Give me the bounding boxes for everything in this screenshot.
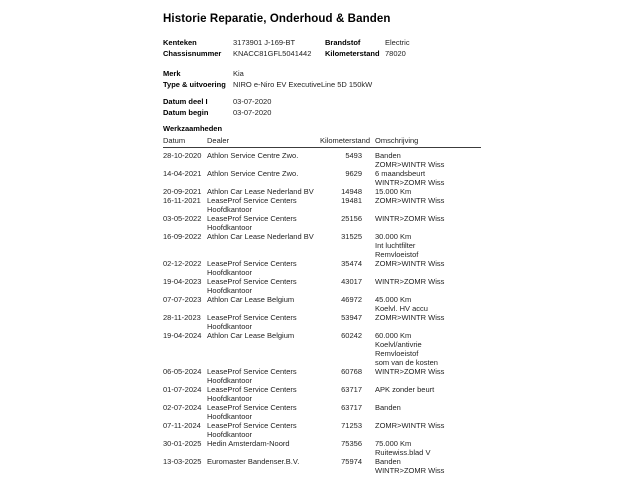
row-kilometerstand — [320, 232, 375, 259]
row-omschrijving-line: Koelvl. HV accu — [375, 304, 428, 313]
row-omschrijving — [375, 151, 481, 169]
table-header — [163, 136, 481, 148]
row-omschrijving-line: WINTR>ZOMR Wiss — [375, 367, 445, 376]
info-row-chassis-kilometerstand — [163, 49, 481, 60]
row-datum-line: 02-07-2024 — [163, 403, 202, 412]
row-dealer — [207, 232, 320, 259]
table-row — [163, 403, 481, 421]
row-datum — [163, 187, 207, 196]
type-uitvoering-value: NIRO e-Niro EV ExecutiveLine 5D 150kW — [233, 79, 373, 89]
row-dealer — [207, 457, 320, 475]
kilometerstand-label: Kilometerstand — [325, 48, 380, 58]
row-omschrijving-line: Banden — [375, 403, 401, 412]
row-dealer — [207, 259, 320, 277]
row-dealer-line: LeaseProf Service Centers — [207, 277, 297, 286]
row-omschrijving-line: 75.000 Km — [375, 439, 412, 448]
row-dealer-line: Hoofdkantoor — [207, 286, 253, 295]
page-title: Historie Reparatie, Onderhoud & Banden — [163, 13, 391, 25]
row-datum-line: 20-09-2021 — [163, 187, 202, 196]
row-dealer-line: LeaseProf Service Centers — [207, 403, 297, 412]
row-dealer-line: Hedin Amsterdam-Noord — [207, 439, 290, 448]
row-omschrijving — [375, 196, 481, 214]
brandstof-value: Electric — [385, 38, 410, 47]
row-omschrijving — [375, 385, 481, 403]
row-omschrijving-line: WINTR>ZOMR Wiss — [375, 214, 445, 223]
table-row — [163, 196, 481, 214]
row-dealer-line: LeaseProf Service Centers — [207, 214, 297, 223]
row-omschrijving-line: WINTR>ZOMR Wiss — [375, 178, 445, 187]
row-kilometerstand-line: 43017 — [341, 277, 362, 286]
table-row — [163, 439, 481, 457]
row-kilometerstand — [320, 277, 375, 295]
table-row — [163, 457, 481, 475]
row-datum — [163, 367, 207, 385]
column-header-kilometerstand: Kilometerstand — [320, 136, 371, 145]
row-datum — [163, 403, 207, 421]
row-kilometerstand-line: 35474 — [341, 259, 362, 268]
row-datum-line: 19-04-2024 — [163, 331, 202, 340]
row-dealer-line: Athlon Car Lease Nederland BV — [207, 232, 314, 241]
row-datum — [163, 169, 207, 187]
row-datum-line: 07-07-2023 — [163, 295, 202, 304]
row-omschrijving-line: WINTR>ZOMR Wiss — [375, 466, 445, 475]
row-dealer-line: Athlon Service Centre Zwo. — [207, 169, 299, 178]
row-dealer — [207, 295, 320, 313]
table-row — [163, 385, 481, 403]
row-omschrijving-line: APK zonder beurt — [375, 385, 435, 394]
row-datum-line: 28-10-2020 — [163, 151, 202, 160]
row-dealer-line: Hoofdkantoor — [207, 412, 253, 421]
row-omschrijving — [375, 259, 481, 277]
row-dealer-line: Hoofdkantoor — [207, 205, 253, 214]
table-row — [163, 169, 481, 187]
row-dealer-line: Athlon Car Lease Belgium — [207, 331, 295, 340]
row-datum — [163, 214, 207, 232]
row-dealer — [207, 439, 320, 457]
row-omschrijving-line: ZOMR>WINTR Wiss — [375, 160, 445, 169]
row-datum — [163, 385, 207, 403]
row-omschrijving-line: 45.000 Km — [375, 295, 412, 304]
row-dealer-line: Hoofdkantoor — [207, 268, 253, 277]
row-kilometerstand-line: 63717 — [341, 403, 362, 412]
row-dealer-line: LeaseProf Service Centers — [207, 367, 297, 376]
row-dealer — [207, 403, 320, 421]
row-omschrijving-line: 60.000 Km — [375, 331, 412, 340]
row-omschrijving-line: Ruitewiss.blad V — [375, 448, 431, 457]
row-kilometerstand — [320, 403, 375, 421]
row-datum-line: 07-11-2024 — [163, 421, 201, 430]
row-omschrijving — [375, 457, 481, 475]
row-kilometerstand — [320, 439, 375, 457]
row-omschrijving — [375, 439, 481, 457]
row-omschrijving — [375, 367, 481, 385]
row-omschrijving — [375, 421, 481, 439]
info-row-type-uitvoering — [163, 80, 481, 91]
row-omschrijving — [375, 403, 481, 421]
table-row — [163, 232, 481, 259]
row-datum-line: 14-04-2021 — [163, 169, 202, 178]
row-omschrijving-line: ZOMR>WINTR Wiss — [375, 313, 445, 322]
row-dealer-line: LeaseProf Service Centers — [207, 196, 297, 205]
table-row — [163, 421, 481, 439]
row-omschrijving — [375, 169, 481, 187]
row-kilometerstand — [320, 196, 375, 214]
kenteken-value: 3173901 J-169-BT — [233, 38, 296, 47]
info-row-datum-deel-1 — [163, 97, 481, 108]
row-omschrijving-line: Int luchtfilter — [375, 241, 416, 250]
row-kilometerstand — [320, 385, 375, 403]
table-row — [163, 331, 481, 367]
row-dealer-line: Athlon Car Lease Belgium — [207, 295, 295, 304]
vehicle-info — [163, 38, 481, 118]
row-datum — [163, 331, 207, 367]
row-omschrijving-line: Koelvl/antivrie — [375, 340, 422, 349]
merk-label: Merk — [163, 69, 181, 78]
table-row — [163, 214, 481, 232]
row-kilometerstand-line: 60242 — [341, 331, 362, 340]
row-dealer-line: Euromaster Bandenser.B.V. — [207, 457, 300, 466]
column-header-datum: Datum — [163, 136, 186, 145]
row-dealer — [207, 214, 320, 232]
row-dealer-line: Athlon Car Lease Nederland BV — [207, 187, 314, 196]
row-dealer — [207, 313, 320, 331]
table-body — [163, 148, 481, 475]
row-dealer-line: Hoofdkantoor — [207, 322, 253, 331]
row-omschrijving-line: 6 maandsbeurt — [375, 169, 426, 178]
row-kilometerstand-line: 46972 — [341, 295, 362, 304]
datum-begin-value: 03-07-2020 — [233, 107, 272, 117]
row-dealer-line: Athlon Service Centre Zwo. — [207, 151, 299, 160]
row-omschrijving-line: Remvloeistof — [375, 250, 419, 259]
row-datum-line: 01-07-2024 — [163, 385, 202, 394]
row-omschrijving-line: Banden — [375, 457, 401, 466]
table-row — [163, 187, 481, 196]
chassisnummer-label: Chassisnummer — [163, 48, 222, 58]
kenteken-label: Kenteken — [163, 38, 197, 47]
row-kilometerstand-line: 75356 — [341, 439, 362, 448]
chassisnummer-value: KNACC81GFL5041442 — [233, 48, 312, 58]
row-dealer-line: LeaseProf Service Centers — [207, 259, 297, 268]
row-datum — [163, 259, 207, 277]
row-omschrijving-line: ZOMR>WINTR Wiss — [375, 421, 445, 430]
row-kilometerstand — [320, 187, 375, 196]
row-datum-line: 19-04-2023 — [163, 277, 202, 286]
row-dealer — [207, 421, 320, 439]
row-omschrijving — [375, 187, 481, 196]
row-kilometerstand-line: 31525 — [341, 232, 362, 241]
row-kilometerstand-line: 25156 — [341, 214, 362, 223]
row-datum — [163, 295, 207, 313]
row-datum — [163, 232, 207, 259]
row-datum — [163, 277, 207, 295]
row-dealer-line: LeaseProf Service Centers — [207, 385, 297, 394]
row-omschrijving-line: ZOMR>WINTR Wiss — [375, 259, 445, 268]
row-omschrijving — [375, 214, 481, 232]
table-row — [163, 295, 481, 313]
row-kilometerstand — [320, 151, 375, 169]
row-kilometerstand — [320, 331, 375, 367]
row-kilometerstand-line: 5493 — [345, 151, 362, 160]
row-kilometerstand — [320, 169, 375, 187]
row-datum-line: 02-12-2022 — [163, 259, 202, 268]
row-omschrijving — [375, 295, 481, 313]
row-dealer-line: LeaseProf Service Centers — [207, 313, 297, 322]
row-omschrijving-line: ZOMR>WINTR Wiss — [375, 196, 445, 205]
row-datum — [163, 439, 207, 457]
info-row-merk — [163, 69, 481, 80]
table-row — [163, 277, 481, 295]
row-dealer — [207, 196, 320, 214]
row-kilometerstand-line: 75974 — [341, 457, 362, 466]
row-datum-line: 06-05-2024 — [163, 367, 202, 376]
row-kilometerstand-line: 60768 — [341, 367, 362, 376]
info-row-datum-begin — [163, 108, 481, 119]
row-kilometerstand-line: 9629 — [345, 169, 362, 178]
row-dealer — [207, 331, 320, 367]
row-dealer — [207, 367, 320, 385]
datum-deel-1-value: 03-07-2020 — [233, 97, 272, 106]
row-datum — [163, 313, 207, 331]
merk-value: Kia — [233, 69, 244, 78]
column-header-omschrijving: Omschrijving — [375, 136, 419, 145]
row-kilometerstand-line: 63717 — [341, 385, 362, 394]
row-omschrijving-line: WINTR>ZOMR Wiss — [375, 277, 445, 286]
row-dealer — [207, 169, 320, 187]
row-omschrijving-line: Banden — [375, 151, 401, 160]
document-page — [163, 13, 481, 475]
type-uitvoering-label: Type & uitvoering — [163, 79, 226, 89]
row-kilometerstand — [320, 214, 375, 232]
row-datum — [163, 151, 207, 169]
table-row — [163, 151, 481, 169]
row-omschrijving — [375, 331, 481, 367]
row-dealer-line: LeaseProf Service Centers — [207, 421, 297, 430]
row-kilometerstand — [320, 295, 375, 313]
row-kilometerstand-line: 71253 — [341, 421, 362, 430]
row-kilometerstand-line: 19481 — [341, 196, 362, 205]
werkzaamheden-heading: Werkzaamheden — [163, 124, 223, 133]
kilometerstand-value: 78020 — [385, 48, 406, 58]
row-datum — [163, 421, 207, 439]
row-kilometerstand — [320, 259, 375, 277]
row-dealer-line: Hoofdkantoor — [207, 223, 253, 232]
row-omschrijving-line: 15.000 Km — [375, 187, 412, 196]
row-dealer-line: Hoofdkantoor — [207, 394, 253, 403]
row-datum-line: 28-11-2023 — [163, 313, 201, 322]
row-kilometerstand — [320, 367, 375, 385]
row-datum-line: 16-11-2021 — [163, 196, 201, 205]
row-datum-line: 03-05-2022 — [163, 214, 202, 223]
row-omschrijving-line: 30.000 Km — [375, 232, 412, 241]
row-omschrijving-line: som van de kosten — [375, 358, 438, 367]
info-row-kenteken-brandstof — [163, 38, 481, 49]
row-omschrijving — [375, 232, 481, 259]
table-row — [163, 259, 481, 277]
row-dealer-line: Hoofdkantoor — [207, 430, 253, 439]
row-kilometerstand — [320, 457, 375, 475]
row-dealer — [207, 187, 320, 196]
row-datum-line: 30-01-2025 — [163, 439, 202, 448]
datum-deel-1-label: Datum deel I — [163, 97, 208, 106]
row-dealer — [207, 385, 320, 403]
row-omschrijving-line: Remvloeistof — [375, 349, 419, 358]
row-omschrijving — [375, 313, 481, 331]
row-kilometerstand-line: 14948 — [341, 187, 362, 196]
row-datum-line: 13-03-2025 — [163, 457, 202, 466]
table-row — [163, 313, 481, 331]
row-kilometerstand — [320, 313, 375, 331]
row-dealer-line: Hoofdkantoor — [207, 376, 253, 385]
table-row — [163, 367, 481, 385]
row-datum — [163, 457, 207, 475]
column-header-dealer: Dealer — [207, 136, 230, 145]
row-kilometerstand-line: 53947 — [341, 313, 362, 322]
row-datum-line: 16-09-2022 — [163, 232, 202, 241]
row-kilometerstand — [320, 421, 375, 439]
werkzaamheden-table — [163, 136, 481, 475]
row-dealer — [207, 277, 320, 295]
row-dealer — [207, 151, 320, 169]
datum-begin-label: Datum begin — [163, 107, 209, 117]
brandstof-label: Brandstof — [325, 38, 361, 47]
row-datum — [163, 196, 207, 214]
row-omschrijving — [375, 277, 481, 295]
